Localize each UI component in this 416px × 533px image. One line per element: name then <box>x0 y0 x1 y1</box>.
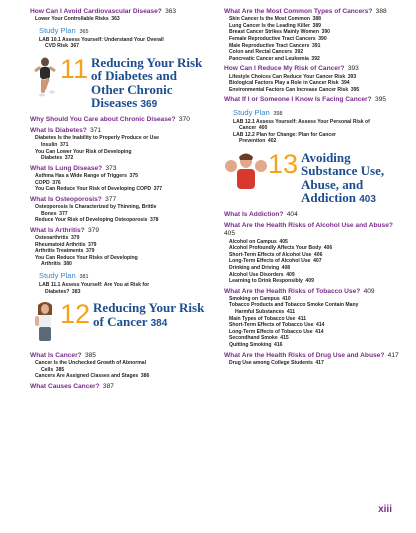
entry-page: 379 <box>88 241 97 248</box>
toc-subentry <box>224 272 400 279</box>
entry-text: Secondhand Smoke <box>229 335 278 342</box>
entry-page: 388 <box>375 8 387 15</box>
entry-text-continued: Insulin <box>41 141 58 148</box>
entry-page: 389 <box>312 22 321 29</box>
entry-page: 385 <box>55 366 65 373</box>
toc-subentry <box>224 36 400 43</box>
entry-text: Lower Your Controllable Risks <box>35 16 109 23</box>
entry-text: Osteoarthritis <box>35 234 69 241</box>
toc-subentry <box>224 23 400 30</box>
toc-subentry <box>224 87 400 94</box>
toc-subentry <box>224 316 400 323</box>
entry-text: Study Plan <box>233 107 270 117</box>
toc-section-right-top <box>224 8 400 145</box>
entry-text: What Is Diabetes? <box>30 127 87 135</box>
entry-page: 407 <box>313 258 322 265</box>
toc-subentry <box>30 135 210 148</box>
entry-page: 371 <box>90 127 102 135</box>
toc-subentry <box>224 80 400 87</box>
entry-text: You Can Reduce Your Risks of Developing <box>35 254 138 261</box>
toc-subentry <box>224 49 400 56</box>
entry-text: Main Types of Tobacco Use <box>229 315 296 322</box>
toc-heading <box>224 65 400 73</box>
entry-page: 371 <box>59 141 69 148</box>
toc-section-left-mid <box>30 116 210 295</box>
toc-study-plan <box>30 26 210 37</box>
chapter-page: 403 <box>359 194 376 206</box>
entry-text: Long-Term Effects of Tobacco Use <box>229 328 313 335</box>
chapter-number: 12 <box>60 299 91 330</box>
entry-page: 393 <box>347 73 357 80</box>
entry-page: 379 <box>85 248 95 255</box>
entry-page: 379 <box>88 226 100 234</box>
entry-text: Short-Term Effects of Tobacco Use <box>229 322 314 329</box>
toc-heading <box>224 96 400 104</box>
entry-text: Asthma Has a Wide Range of Triggers <box>35 172 127 179</box>
entry-text-continued: Harmful Substances <box>235 309 285 316</box>
entry-text: Long-Term Effects of Alcohol Use <box>229 258 311 265</box>
toc-heading <box>30 165 210 173</box>
toc-section-left-bottom <box>30 352 210 391</box>
entry-page: 409 <box>363 287 375 295</box>
toc-subentry <box>224 16 400 23</box>
entry-text: Biological Factors Play a Role in Cancer Risk <box>229 80 339 87</box>
entry-page: 377 <box>105 195 117 203</box>
entry-page: 370 <box>178 115 190 123</box>
entry-text-continued: Bones <box>41 210 57 217</box>
toc-heading <box>30 127 210 135</box>
entry-page: 388 <box>312 16 321 23</box>
toc-study-plan <box>224 108 400 119</box>
entry-page: 386 <box>140 373 150 380</box>
toc-subentry <box>224 74 400 81</box>
entry-page: 408 <box>281 264 291 271</box>
toc-heading <box>30 116 210 124</box>
toc-subentry <box>224 252 400 259</box>
entry-text: Diabetes Is the Inability to Properly Produce or Use <box>35 135 159 142</box>
toc-lab <box>224 119 400 132</box>
toc-subentry <box>224 278 400 285</box>
entry-page: 395 <box>350 86 360 93</box>
toc-study-plan <box>30 271 210 282</box>
toc-subentry <box>224 245 400 252</box>
toc-subentry <box>224 302 400 315</box>
toc-subentry <box>30 16 210 23</box>
toc-subentry <box>30 235 210 242</box>
entry-page: 411 <box>297 315 307 322</box>
entry-page: 375 <box>129 172 138 179</box>
toc-subentry <box>224 258 400 265</box>
toc-right-column <box>224 8 400 366</box>
toc-subentry <box>224 56 400 63</box>
toc-subentry <box>224 360 400 367</box>
chapter-title <box>91 56 210 112</box>
entry-page: 392 <box>311 55 320 62</box>
entry-text-continued: Prevention <box>239 138 266 145</box>
toc-subentry <box>30 248 210 255</box>
entry-text: Osteoporosis Is Characterized by Thinning, Brittle <box>35 203 157 210</box>
toc-subentry <box>30 173 210 180</box>
entry-text-continued: CVD Risk <box>45 43 68 50</box>
entry-page: 414 <box>315 322 325 329</box>
entry-text: What Are the Health Risks of Tobacco Use? <box>224 287 361 295</box>
entry-text: You Can Reduce Your Risk of Developing COPD <box>35 186 152 193</box>
entry-text: Smoking on Campus <box>229 295 280 302</box>
entry-text: How Can I Avoid Cardiovascular Disease? <box>30 8 162 15</box>
chapter-11-heading <box>30 53 210 112</box>
entry-text: Environmental Factors Can Increase Cancer Risk <box>229 86 349 93</box>
toc-subentry <box>30 149 210 162</box>
page-number: xiii <box>378 504 392 515</box>
entry-text: Alcohol on Campus <box>229 238 277 245</box>
entry-page: 394 <box>341 80 350 87</box>
entry-page: 416 <box>274 342 283 349</box>
entry-text: Colon and Rectal Cancers <box>229 49 293 56</box>
entry-text: How Can I Reduce My Risk of Cancer? <box>224 65 345 73</box>
chapter-title <box>301 151 400 207</box>
entry-page: 383 <box>71 288 81 295</box>
toc-heading <box>224 352 400 360</box>
entry-page: 405 <box>224 230 236 238</box>
entry-page: 405 <box>279 238 288 245</box>
entry-text: Lung Cancer Is the Leading Killer <box>229 22 310 29</box>
toc-lab <box>30 282 210 295</box>
entry-text: COPD <box>35 179 50 186</box>
entry-text-continued: Diabetes <box>41 155 63 162</box>
toc-heading <box>30 196 210 204</box>
entry-page: 372 <box>64 155 74 162</box>
chapter-title-text: Avoiding Substance Use, Abuse, and Addiction <box>301 149 385 206</box>
entry-text-continued: Arthritis <box>41 261 61 268</box>
chapter-12-photo <box>30 301 60 348</box>
chapter-number: 13 <box>268 148 299 179</box>
chapter-11-photo <box>30 56 60 103</box>
entry-text: What If I or Someone I Know Is Facing Cancer? <box>224 96 372 104</box>
chapter-12-heading <box>30 301 210 348</box>
entry-text: Female Reproductive Tract Cancers <box>229 35 316 42</box>
entry-text: Tobacco Products and Tobacco Smoke Contain Many <box>229 302 359 309</box>
entry-page: 393 <box>347 65 359 73</box>
entry-text: Drug Use among College Students <box>229 359 313 366</box>
entry-text: Study Plan <box>39 270 76 280</box>
toc-section-right-bottom <box>224 211 400 367</box>
entry-page: 377 <box>59 210 68 217</box>
chapter-title <box>93 301 210 330</box>
toc-subentry <box>224 29 400 36</box>
toc-subentry <box>30 255 210 268</box>
entry-text: Quitting Smoking <box>229 342 272 349</box>
toc-section-left-top <box>30 8 210 50</box>
entry-page: 406 <box>323 245 333 252</box>
toc-heading <box>30 383 210 391</box>
entry-page: 398 <box>273 110 283 117</box>
toc-heading <box>30 227 210 235</box>
entry-text: Skin Cancer Is the Most Common <box>229 16 310 23</box>
toc-heading <box>30 8 210 16</box>
entry-text: What Causes Cancer? <box>30 383 100 391</box>
toc-subentry <box>30 204 210 217</box>
entry-text: Why Should You Care about Chronic Disease? <box>30 115 176 123</box>
entry-text: LAB 10.1 Assess Yourself: Understand Your Overall <box>39 36 164 43</box>
toc-lab <box>30 37 210 50</box>
entry-page: 363 <box>165 8 177 15</box>
entry-text: Drinking and Driving <box>229 264 280 271</box>
entry-text: You Can Lower Your Risk of Developing <box>35 148 132 155</box>
entry-text: LAB 12.1 Assess Yourself: Assess Your Personal Risk of <box>233 118 370 125</box>
entry-page: 406 <box>313 251 323 258</box>
entry-text: What Is Osteoporosis? <box>30 195 102 203</box>
toc-subentry <box>30 217 210 224</box>
entry-page: 411 <box>286 309 296 316</box>
entry-text: Reduce Your Risk of Developing Osteoporosis <box>35 217 148 224</box>
entry-page: 373 <box>105 164 117 172</box>
entry-text: Learning to Drink Responsibly <box>229 278 303 285</box>
entry-page: 377 <box>153 186 163 193</box>
entry-text-continued: Diabetes? <box>45 288 70 295</box>
toc-subentry <box>224 265 400 272</box>
entry-page: 365 <box>79 28 89 35</box>
entry-page: 400 <box>258 125 268 132</box>
toc-subentry <box>30 186 210 193</box>
toc-subentry <box>30 373 210 380</box>
entry-page: 385 <box>84 352 96 360</box>
entry-page: 409 <box>305 278 314 285</box>
chapter-13-photo <box>224 151 268 196</box>
toc-heading <box>224 211 400 219</box>
entry-text: What Is Cancer? <box>30 352 82 360</box>
entry-text: What Are the Health Risks of Alcohol Use and Abuse? <box>224 222 393 230</box>
entry-text-continued: Cells <box>41 366 54 373</box>
entry-text: What Is Addiction? <box>224 210 284 218</box>
entry-page: 402 <box>267 138 277 145</box>
chapter-page: 369 <box>140 99 158 111</box>
entry-text: What Is Arthritis? <box>30 226 85 234</box>
entry-text: Rheumatoid Arthritis <box>35 241 86 248</box>
toc-heading <box>224 222 400 238</box>
toc-heading <box>224 8 400 16</box>
entry-text: Cancers Are Assigned Classes and Stages <box>35 373 139 380</box>
entry-page: 392 <box>294 49 304 56</box>
entry-text: Alcohol Use Disorders <box>229 271 284 278</box>
toc-lab <box>224 132 400 145</box>
entry-text: Short-Term Effects of Alcohol Use <box>229 251 312 258</box>
chapter-page: 384 <box>150 317 168 329</box>
chapter-13-heading <box>224 148 400 207</box>
entry-page: 387 <box>102 383 114 391</box>
entry-page: 376 <box>52 179 61 186</box>
chapter-title-text: Reducing Your Risk of Cancer <box>93 300 205 329</box>
entry-page: 379 <box>70 234 80 241</box>
toc-heading <box>30 352 210 360</box>
entry-page: 410 <box>282 295 291 302</box>
entry-page: 414 <box>315 328 324 335</box>
entry-page: 367 <box>70 43 79 50</box>
toc-heading <box>224 288 400 296</box>
entry-text: Pancreatic Cancer and Leukemia <box>229 55 309 62</box>
entry-page: 391 <box>311 42 321 49</box>
entry-text: Lifestyle Choices Can Reduce Your Cancer Risk <box>229 73 346 80</box>
entry-page: 378 <box>150 217 159 224</box>
toc-subentry <box>224 322 400 329</box>
toc-subentry <box>224 335 400 342</box>
toc-subentry <box>224 239 400 246</box>
toc-subentry <box>30 360 210 373</box>
entry-page: 363 <box>111 16 120 23</box>
toc-subentry <box>224 342 400 349</box>
chapter-title-text: Reducing Your Risk of Diabetes and Other Chronic Diseases <box>91 54 203 111</box>
entry-page: 415 <box>280 335 289 342</box>
entry-page: 409 <box>286 271 295 278</box>
entry-text: LAB 11.1 Assess Yourself: Are You at Risk for <box>39 281 150 288</box>
toc-subentry <box>224 329 400 336</box>
entry-page: 390 <box>321 29 330 36</box>
entry-page: 404 <box>286 210 298 218</box>
toc-subentry <box>224 43 400 50</box>
chapter-number: 11 <box>60 53 89 84</box>
entry-text: What Are the Most Common Types of Cancers? <box>224 8 373 15</box>
entry-text: Study Plan <box>39 25 76 35</box>
entry-text: Breast Cancer Strikes Mainly Women <box>229 29 319 36</box>
entry-page: 395 <box>374 96 386 104</box>
entry-page: 417 <box>387 351 399 359</box>
entry-text: Alcohol Profoundly Affects Your Body <box>229 245 322 252</box>
entry-text-continued: Cancer <box>239 125 257 132</box>
entry-text: Arthritis Treatments <box>35 248 84 255</box>
entry-page: 381 <box>79 273 89 280</box>
entry-text: LAB 12.2 Plan for Change: Plan for Cancer <box>233 131 337 138</box>
toc-subentry <box>30 242 210 249</box>
entry-text: Cancer Is the Unchecked Growth of Abnormal <box>35 360 147 367</box>
entry-text: Male Reproductive Tract Cancers <box>229 42 310 49</box>
toc-left-column <box>30 8 210 391</box>
entry-page: 417 <box>315 359 324 366</box>
entry-text: What Is Lung Disease? <box>30 164 103 172</box>
entry-page: 390 <box>318 35 327 42</box>
toc-subentry <box>30 180 210 187</box>
toc-subentry <box>224 296 400 303</box>
entry-text: What Are the Health Risks of Drug Use and Abuse? <box>224 351 385 359</box>
entry-page: 380 <box>63 261 72 268</box>
